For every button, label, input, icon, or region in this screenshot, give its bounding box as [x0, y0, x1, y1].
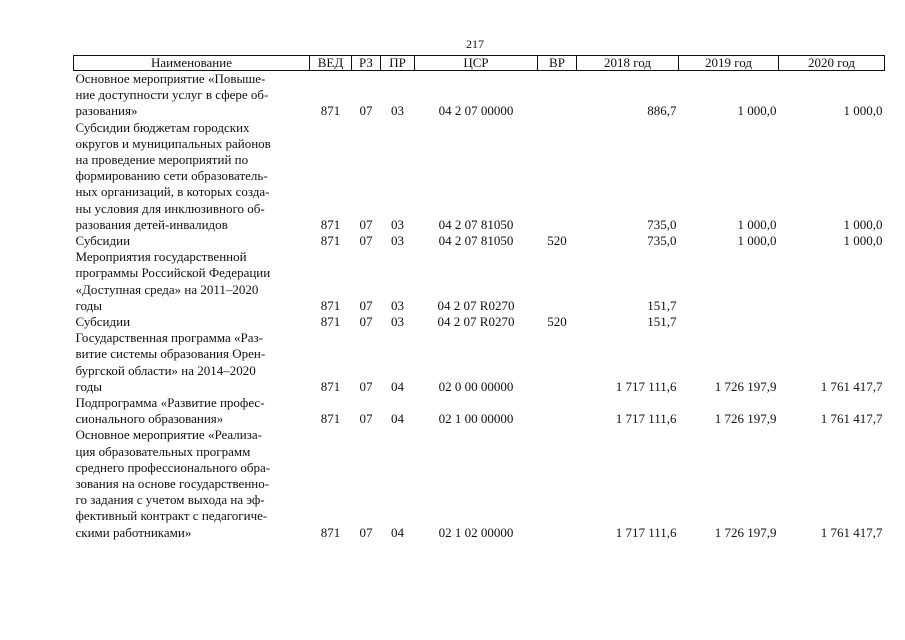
csr-cell: 04 2 07 R0270	[437, 297, 515, 313]
row-name-line: витие системы образования Орен-	[75, 346, 266, 362]
value-2020-cell	[779, 249, 885, 314]
row-name-line: Подпрограмма «Развитие профес-	[75, 395, 265, 411]
ved-cell: 871	[320, 378, 341, 394]
row-name-line: годы	[75, 378, 102, 394]
row-name-line: разования детей-инвалидов	[75, 216, 228, 232]
table-row	[74, 314, 885, 330]
row-name-line: годы	[75, 297, 102, 313]
row-name-line: формированию сети образователь-	[75, 168, 268, 184]
table-row	[74, 120, 885, 233]
rz-cell: 07	[359, 297, 373, 313]
csr-cell: 04 2 07 R0270	[437, 314, 515, 330]
ved-cell: 871	[320, 314, 341, 330]
row-name-line: скими работниками»	[75, 524, 192, 540]
value-2018-cell: 1 717 111,6	[615, 524, 677, 540]
pr-cell: 04	[391, 411, 404, 427]
rz-cell: 07	[359, 314, 373, 330]
row-name-line: ны условия для инклюзивного об-	[75, 200, 265, 216]
row-name-line: сионального образования»	[75, 411, 224, 427]
header-name: Наименование	[74, 56, 310, 71]
row-name-line: го задания с учетом выхода на эф-	[75, 492, 265, 508]
row-name-cell	[74, 233, 310, 249]
table-row	[74, 330, 885, 395]
header-2020: 2020 год	[779, 56, 885, 71]
csr-cell: 04 2 07 00000	[438, 103, 514, 119]
pr-cell: 03	[391, 314, 404, 330]
value-2019-cell: 1 726 197,9	[714, 378, 777, 394]
header-rz: РЗ	[352, 56, 381, 71]
value-2020-cell: 1 761 417,7	[820, 378, 883, 394]
row-name-line: «Доступная среда» на 2011–2020	[75, 281, 259, 297]
ved-cell: 871	[320, 297, 341, 313]
vr-cell	[538, 427, 577, 540]
ved-cell: 871	[320, 411, 341, 427]
vr-cell	[538, 395, 577, 427]
rz-cell: 07	[359, 411, 373, 427]
row-name-line: округов и муниципальных районов	[75, 135, 271, 151]
value-2018-cell: 1 717 111,6	[615, 378, 677, 394]
csr-cell: 02 1 00 00000	[438, 411, 514, 427]
value-2019-cell: 1 000,0	[737, 216, 777, 232]
vr-cell	[538, 249, 577, 314]
value-2019-cell	[679, 314, 779, 330]
value-2018-cell: 151,7	[647, 297, 677, 313]
table-row	[74, 249, 885, 314]
ved-cell: 871	[320, 524, 341, 540]
row-name-line: Субсидии	[75, 314, 131, 330]
value-2020-cell: 1 000,0	[843, 103, 883, 119]
value-2020-cell: 1 000,0	[843, 233, 883, 249]
row-name-line: фективный контракт с педагогиче-	[75, 508, 268, 524]
csr-cell: 02 1 02 00000	[438, 524, 514, 540]
header-ved: ВЕД	[310, 56, 352, 71]
value-2018-cell: 886,7	[647, 103, 677, 119]
value-2019-cell: 1 726 197,9	[714, 411, 777, 427]
value-2020-cell: 1 761 417,7	[820, 524, 883, 540]
value-2020-cell: 1 000,0	[843, 216, 883, 232]
vr-cell	[538, 330, 577, 395]
ved-cell: 871	[320, 233, 341, 249]
csr-cell: 04 2 07 81050	[438, 216, 514, 232]
row-name-line: Основное мероприятие «Повыше-	[75, 71, 266, 86]
vr-cell	[538, 71, 577, 120]
csr-cell: 02 0 00 00000	[438, 378, 514, 394]
header-2019: 2019 год	[679, 56, 779, 71]
vr-cell	[538, 120, 577, 233]
header-pr: ПР	[381, 56, 415, 71]
header-csr: ЦСР	[415, 56, 538, 71]
value-2018-cell: 735,0	[647, 233, 677, 249]
row-name-line: бургской области» на 2014–2020	[75, 362, 256, 378]
row-name-line: разования»	[75, 103, 138, 119]
ved-cell: 871	[320, 103, 341, 119]
pr-cell: 03	[391, 297, 404, 313]
value-2020-cell: 1 761 417,7	[820, 411, 883, 427]
vr-cell: 520	[547, 314, 567, 330]
row-name-cell	[74, 330, 310, 395]
header-vr: ВР	[538, 56, 577, 71]
pr-cell: 03	[391, 216, 404, 232]
value-2019-cell	[679, 249, 779, 314]
table-header-row	[74, 56, 885, 71]
value-2018-cell: 151,7	[647, 314, 677, 330]
header-2018: 2018 год	[577, 56, 679, 71]
rz-cell: 07	[359, 524, 373, 540]
row-name-line: на проведение мероприятий по	[75, 152, 249, 168]
row-name-cell	[74, 120, 310, 233]
row-name-line: Субсидии бюджетам городских	[75, 119, 250, 135]
row-name-cell	[74, 427, 310, 540]
pr-cell: 04	[391, 378, 404, 394]
value-2018-cell: 1 717 111,6	[615, 411, 677, 427]
row-name-line: ние доступности услуг в сфере об-	[75, 87, 269, 103]
vr-cell: 520	[547, 233, 567, 249]
budget-table	[73, 55, 885, 541]
row-name-cell	[74, 71, 310, 120]
rz-cell: 07	[359, 378, 373, 394]
rz-cell: 07	[359, 233, 373, 249]
value-2018-cell: 735,0	[647, 216, 677, 232]
row-name-line: Мероприятия государственной	[75, 249, 247, 265]
value-2019-cell: 1 000,0	[737, 233, 777, 249]
row-name-line: зования на основе государственно-	[75, 476, 270, 492]
ved-cell: 871	[320, 216, 341, 232]
row-name-cell	[74, 395, 310, 427]
value-2019-cell: 1 726 197,9	[714, 524, 777, 540]
table-body	[74, 71, 885, 541]
page-number: 217	[466, 37, 484, 51]
row-name-cell	[74, 314, 310, 330]
pr-cell: 03	[391, 233, 404, 249]
row-name-cell	[74, 249, 310, 314]
row-name-line: среднего профессионального обра-	[75, 459, 271, 475]
value-2020-cell	[779, 314, 885, 330]
rz-cell: 07	[359, 216, 373, 232]
table-row	[74, 71, 885, 120]
row-name-line: Субсидии	[75, 233, 131, 249]
pr-cell: 04	[391, 524, 404, 540]
rz-cell: 07	[359, 103, 373, 119]
table-row	[74, 395, 885, 427]
table-row	[74, 427, 885, 540]
value-2019-cell: 1 000,0	[737, 103, 777, 119]
table-row	[74, 233, 885, 249]
pr-cell: 03	[391, 103, 404, 119]
row-name-line: Основное мероприятие «Реализа-	[75, 427, 262, 443]
row-name-line: ных организаций, в которых созда-	[75, 184, 270, 200]
row-name-line: ция образовательных программ	[75, 443, 251, 459]
row-name-line: программы Российской Федерации	[75, 265, 271, 281]
row-name-line: Государственная программа «Раз-	[75, 330, 263, 346]
csr-cell: 04 2 07 81050	[438, 233, 514, 249]
